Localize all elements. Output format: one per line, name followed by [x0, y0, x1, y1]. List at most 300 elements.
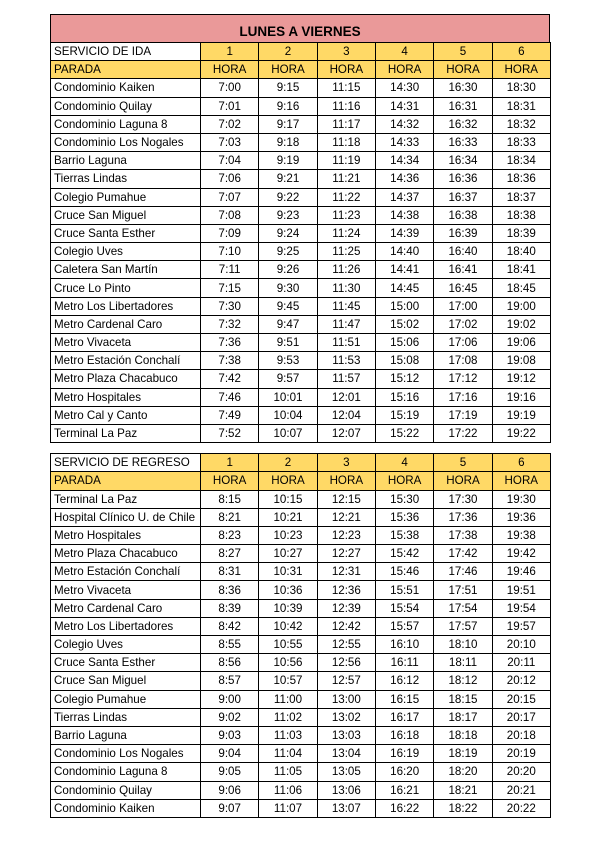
- table-row: [51, 424, 551, 442]
- trip-number: 1: [201, 454, 259, 472]
- departure-time: 11:07: [259, 799, 317, 817]
- departure-time: 15:46: [375, 563, 433, 581]
- departure-time: 9:21: [259, 170, 317, 188]
- departure-time: 15:12: [375, 370, 433, 388]
- departure-time: 14:31: [375, 97, 433, 115]
- departure-time: 16:36: [434, 170, 492, 188]
- departure-time: 14:30: [375, 79, 433, 97]
- departure-time: 11:03: [259, 726, 317, 744]
- departure-time: 7:32: [201, 315, 259, 333]
- departure-time: 13:05: [317, 763, 375, 781]
- departure-time: 16:34: [434, 152, 492, 170]
- table-row: [51, 799, 551, 817]
- departure-time: 17:46: [434, 563, 492, 581]
- departure-time: 18:30: [492, 79, 550, 97]
- stop-name: Cruce Santa Esther: [51, 224, 201, 242]
- departure-time: 11:16: [317, 97, 375, 115]
- departure-time: 11:47: [317, 315, 375, 333]
- departure-time: 11:05: [259, 763, 317, 781]
- departure-time: 11:53: [317, 352, 375, 370]
- departure-time: 15:02: [375, 315, 433, 333]
- stop-name: Metro Los Libertadores: [51, 297, 201, 315]
- table-row: [51, 581, 551, 599]
- table-row: [51, 617, 551, 635]
- departure-time: 17:57: [434, 617, 492, 635]
- column-header-row: [51, 472, 551, 490]
- table-row: [51, 79, 551, 97]
- departure-time: 17:42: [434, 545, 492, 563]
- trip-number: 6: [492, 454, 550, 472]
- departure-time: 16:12: [375, 672, 433, 690]
- stop-name: Condominio Los Nogales: [51, 133, 201, 151]
- departure-time: 15:57: [375, 617, 433, 635]
- departure-time: 10:36: [259, 581, 317, 599]
- departure-time: 9:47: [259, 315, 317, 333]
- table-row: [51, 370, 551, 388]
- departure-time: 8:15: [201, 490, 259, 508]
- header-parada: PARADA: [51, 472, 201, 490]
- departure-time: 8:21: [201, 508, 259, 526]
- departure-time: 8:42: [201, 617, 259, 635]
- departure-time: 15:38: [375, 526, 433, 544]
- departure-time: 12:07: [317, 424, 375, 442]
- table-row: [51, 206, 551, 224]
- table-row: [51, 654, 551, 672]
- departure-time: 15:54: [375, 599, 433, 617]
- departure-time: 14:36: [375, 170, 433, 188]
- departure-time: 9:05: [201, 763, 259, 781]
- departure-time: 11:17: [317, 115, 375, 133]
- header-hora: HORA: [434, 61, 492, 79]
- departure-time: 16:20: [375, 763, 433, 781]
- stop-name: Condominio Kaiken: [51, 79, 201, 97]
- departure-time: 17:38: [434, 526, 492, 544]
- departure-time: 12:56: [317, 654, 375, 672]
- departure-time: 12:23: [317, 526, 375, 544]
- departure-time: 8:39: [201, 599, 259, 617]
- service-row: [51, 43, 551, 61]
- stop-name: Cruce Lo Pinto: [51, 279, 201, 297]
- departure-time: 8:56: [201, 654, 259, 672]
- departure-time: 9:23: [259, 206, 317, 224]
- table-row: [51, 636, 551, 654]
- trip-number: 4: [375, 43, 433, 61]
- departure-time: 10:01: [259, 388, 317, 406]
- header-hora: HORA: [492, 472, 550, 490]
- departure-time: 7:10: [201, 243, 259, 261]
- departure-time: 12:39: [317, 599, 375, 617]
- table-row: [51, 490, 551, 508]
- departure-time: 17:51: [434, 581, 492, 599]
- table-row: [51, 545, 551, 563]
- departure-time: 11:21: [317, 170, 375, 188]
- table-row: [51, 672, 551, 690]
- trip-number: 2: [259, 43, 317, 61]
- stop-name: Colegio Pumahue: [51, 690, 201, 708]
- stop-name: Metro Vivaceta: [51, 581, 201, 599]
- header-hora: HORA: [317, 61, 375, 79]
- departure-time: 14:41: [375, 261, 433, 279]
- departure-time: 7:09: [201, 224, 259, 242]
- departure-time: 11:18: [317, 133, 375, 151]
- departure-time: 18:17: [434, 708, 492, 726]
- departure-time: 20:17: [492, 708, 550, 726]
- departure-time: 17:22: [434, 424, 492, 442]
- departure-time: 20:22: [492, 799, 550, 817]
- departure-time: 17:30: [434, 490, 492, 508]
- departure-time: 14:38: [375, 206, 433, 224]
- departure-time: 8:57: [201, 672, 259, 690]
- departure-time: 15:06: [375, 334, 433, 352]
- departure-time: 9:00: [201, 690, 259, 708]
- stop-name: Tierras Lindas: [51, 708, 201, 726]
- departure-time: 9:06: [201, 781, 259, 799]
- table-row: [51, 243, 551, 261]
- departure-time: 19:30: [492, 490, 550, 508]
- departure-time: 12:01: [317, 388, 375, 406]
- stop-name: Tierras Lindas: [51, 170, 201, 188]
- departure-time: 10:57: [259, 672, 317, 690]
- departure-time: 12:27: [317, 545, 375, 563]
- departure-time: 15:19: [375, 406, 433, 424]
- departure-time: 10:27: [259, 545, 317, 563]
- table-row: [51, 334, 551, 352]
- departure-time: 16:41: [434, 261, 492, 279]
- departure-time: 10:21: [259, 508, 317, 526]
- departure-time: 20:18: [492, 726, 550, 744]
- departure-time: 19:42: [492, 545, 550, 563]
- stop-name: Colegio Uves: [51, 243, 201, 261]
- departure-time: 17:08: [434, 352, 492, 370]
- departure-time: 19:16: [492, 388, 550, 406]
- departure-time: 12:04: [317, 406, 375, 424]
- departure-time: 19:46: [492, 563, 550, 581]
- departure-time: 14:37: [375, 188, 433, 206]
- departure-time: 9:16: [259, 97, 317, 115]
- departure-time: 16:11: [375, 654, 433, 672]
- departure-time: 9:22: [259, 188, 317, 206]
- stop-name: Barrio Laguna: [51, 152, 201, 170]
- departure-time: 9:30: [259, 279, 317, 297]
- departure-time: 19:57: [492, 617, 550, 635]
- departure-time: 16:10: [375, 636, 433, 654]
- departure-time: 19:08: [492, 352, 550, 370]
- departure-time: 7:00: [201, 79, 259, 97]
- stop-name: Metro Estación Conchalí: [51, 352, 201, 370]
- departure-time: 16:45: [434, 279, 492, 297]
- service-label: SERVICIO DE REGRESO: [51, 454, 201, 472]
- departure-time: 20:12: [492, 672, 550, 690]
- departure-time: 11:19: [317, 152, 375, 170]
- outbound-timetable: [50, 42, 551, 443]
- departure-time: 13:07: [317, 799, 375, 817]
- table-row: [51, 261, 551, 279]
- table-row: [51, 763, 551, 781]
- stop-name: Terminal La Paz: [51, 490, 201, 508]
- departure-time: 18:31: [492, 97, 550, 115]
- departure-time: 14:33: [375, 133, 433, 151]
- departure-time: 11:45: [317, 297, 375, 315]
- departure-time: 18:15: [434, 690, 492, 708]
- trip-number: 3: [317, 43, 375, 61]
- departure-time: 16:40: [434, 243, 492, 261]
- departure-time: 7:52: [201, 424, 259, 442]
- departure-time: 12:15: [317, 490, 375, 508]
- departure-time: 14:40: [375, 243, 433, 261]
- departure-time: 18:37: [492, 188, 550, 206]
- departure-time: 16:39: [434, 224, 492, 242]
- table-row: [51, 745, 551, 763]
- stop-name: Metro Vivaceta: [51, 334, 201, 352]
- departure-time: 16:22: [375, 799, 433, 817]
- departure-time: 12:42: [317, 617, 375, 635]
- departure-time: 16:17: [375, 708, 433, 726]
- table-row: [51, 170, 551, 188]
- departure-time: 10:15: [259, 490, 317, 508]
- departure-time: 18:40: [492, 243, 550, 261]
- departure-time: 18:21: [434, 781, 492, 799]
- stop-name: Cruce San Miguel: [51, 672, 201, 690]
- header-hora: HORA: [201, 472, 259, 490]
- departure-time: 20:15: [492, 690, 550, 708]
- table-row: [51, 224, 551, 242]
- stop-name: Condominio Los Nogales: [51, 745, 201, 763]
- departure-time: 13:00: [317, 690, 375, 708]
- table-row: [51, 388, 551, 406]
- trip-number: 4: [375, 454, 433, 472]
- departure-time: 12:31: [317, 563, 375, 581]
- departure-time: 11:06: [259, 781, 317, 799]
- departure-time: 16:32: [434, 115, 492, 133]
- departure-time: 16:15: [375, 690, 433, 708]
- departure-time: 13:06: [317, 781, 375, 799]
- departure-time: 11:23: [317, 206, 375, 224]
- departure-time: 18:22: [434, 799, 492, 817]
- departure-time: 15:08: [375, 352, 433, 370]
- header-parada: PARADA: [51, 61, 201, 79]
- departure-time: 12:57: [317, 672, 375, 690]
- departure-time: 19:51: [492, 581, 550, 599]
- departure-time: 18:20: [434, 763, 492, 781]
- departure-time: 9:53: [259, 352, 317, 370]
- departure-time: 9:57: [259, 370, 317, 388]
- trip-number: 2: [259, 454, 317, 472]
- stop-name: Hospital Clínico U. de Chile: [51, 508, 201, 526]
- departure-time: 20:21: [492, 781, 550, 799]
- departure-time: 10:39: [259, 599, 317, 617]
- stop-name: Metro Plaza Chacabuco: [51, 370, 201, 388]
- table-row: [51, 708, 551, 726]
- departure-time: 19:00: [492, 297, 550, 315]
- departure-time: 10:23: [259, 526, 317, 544]
- departure-time: 10:56: [259, 654, 317, 672]
- departure-time: 20:19: [492, 745, 550, 763]
- trip-number: 1: [201, 43, 259, 61]
- header-hora: HORA: [201, 61, 259, 79]
- stop-name: Condominio Quilay: [51, 97, 201, 115]
- departure-time: 19:19: [492, 406, 550, 424]
- stop-name: Caletera San Martín: [51, 261, 201, 279]
- departure-time: 18:36: [492, 170, 550, 188]
- departure-time: 7:08: [201, 206, 259, 224]
- departure-time: 20:20: [492, 763, 550, 781]
- departure-time: 14:34: [375, 152, 433, 170]
- service-label: SERVICIO DE IDA: [51, 43, 201, 61]
- departure-time: 17:00: [434, 297, 492, 315]
- stop-name: Cruce San Miguel: [51, 206, 201, 224]
- departure-time: 8:55: [201, 636, 259, 654]
- departure-time: 8:31: [201, 563, 259, 581]
- departure-time: 11:30: [317, 279, 375, 297]
- departure-time: 9:03: [201, 726, 259, 744]
- departure-time: 8:36: [201, 581, 259, 599]
- departure-time: 19:36: [492, 508, 550, 526]
- departure-time: 9:17: [259, 115, 317, 133]
- departure-time: 7:03: [201, 133, 259, 151]
- departure-time: 12:55: [317, 636, 375, 654]
- service-row: [51, 454, 551, 472]
- departure-time: 16:18: [375, 726, 433, 744]
- departure-time: 7:11: [201, 261, 259, 279]
- return-timetable: [50, 453, 551, 818]
- table-row: [51, 279, 551, 297]
- departure-time: 17:06: [434, 334, 492, 352]
- departure-time: 13:04: [317, 745, 375, 763]
- header-hora: HORA: [375, 472, 433, 490]
- table-row: [51, 97, 551, 115]
- stop-name: Colegio Uves: [51, 636, 201, 654]
- departure-time: 17:12: [434, 370, 492, 388]
- departure-time: 7:04: [201, 152, 259, 170]
- departure-time: 19:12: [492, 370, 550, 388]
- departure-time: 16:38: [434, 206, 492, 224]
- table-row: [51, 690, 551, 708]
- departure-time: 10:07: [259, 424, 317, 442]
- table-row: [51, 152, 551, 170]
- stop-name: Metro Estación Conchalí: [51, 563, 201, 581]
- departure-time: 16:30: [434, 79, 492, 97]
- departure-time: 7:38: [201, 352, 259, 370]
- stop-name: Condominio Laguna 8: [51, 115, 201, 133]
- stop-name: Terminal La Paz: [51, 424, 201, 442]
- departure-time: 14:39: [375, 224, 433, 242]
- departure-time: 19:38: [492, 526, 550, 544]
- departure-time: 9:07: [201, 799, 259, 817]
- section-gap: [50, 443, 550, 453]
- departure-time: 20:11: [492, 654, 550, 672]
- departure-time: 11:24: [317, 224, 375, 242]
- table-row: [51, 508, 551, 526]
- stop-name: Metro Plaza Chacabuco: [51, 545, 201, 563]
- departure-time: 11:02: [259, 708, 317, 726]
- table-row: [51, 781, 551, 799]
- departure-time: 18:12: [434, 672, 492, 690]
- departure-time: 7:30: [201, 297, 259, 315]
- stop-name: Metro Los Libertadores: [51, 617, 201, 635]
- departure-time: 15:36: [375, 508, 433, 526]
- departure-time: 9:04: [201, 745, 259, 763]
- trip-number: 5: [434, 454, 492, 472]
- header-hora: HORA: [434, 472, 492, 490]
- departure-time: 13:02: [317, 708, 375, 726]
- departure-time: 7:36: [201, 334, 259, 352]
- departure-time: 18:32: [492, 115, 550, 133]
- stop-name: Metro Cardenal Caro: [51, 599, 201, 617]
- departure-time: 19:54: [492, 599, 550, 617]
- departure-time: 17:16: [434, 388, 492, 406]
- departure-time: 10:04: [259, 406, 317, 424]
- departure-time: 18:10: [434, 636, 492, 654]
- departure-time: 7:15: [201, 279, 259, 297]
- departure-time: 11:22: [317, 188, 375, 206]
- departure-time: 18:11: [434, 654, 492, 672]
- departure-time: 16:19: [375, 745, 433, 763]
- stop-name: Metro Hospitales: [51, 388, 201, 406]
- departure-time: 9:24: [259, 224, 317, 242]
- departure-time: 18:41: [492, 261, 550, 279]
- departure-time: 10:42: [259, 617, 317, 635]
- departure-time: 18:34: [492, 152, 550, 170]
- departure-time: 11:04: [259, 745, 317, 763]
- departure-time: 11:25: [317, 243, 375, 261]
- departure-time: 7:07: [201, 188, 259, 206]
- stop-name: Cruce Santa Esther: [51, 654, 201, 672]
- table-row: [51, 188, 551, 206]
- departure-time: 15:16: [375, 388, 433, 406]
- departure-time: 19:06: [492, 334, 550, 352]
- departure-time: 10:31: [259, 563, 317, 581]
- trip-number: 5: [434, 43, 492, 61]
- departure-time: 7:02: [201, 115, 259, 133]
- departure-time: 7:42: [201, 370, 259, 388]
- departure-time: 7:49: [201, 406, 259, 424]
- table-row: [51, 563, 551, 581]
- departure-time: 18:38: [492, 206, 550, 224]
- departure-time: 15:42: [375, 545, 433, 563]
- departure-time: 7:06: [201, 170, 259, 188]
- column-header-row: [51, 61, 551, 79]
- departure-time: 14:32: [375, 115, 433, 133]
- departure-time: 15:30: [375, 490, 433, 508]
- stop-name: Colegio Pumahue: [51, 188, 201, 206]
- departure-time: 12:36: [317, 581, 375, 599]
- departure-time: 16:21: [375, 781, 433, 799]
- table-row: [51, 315, 551, 333]
- table-row: [51, 599, 551, 617]
- table-row: [51, 406, 551, 424]
- departure-time: 11:15: [317, 79, 375, 97]
- departure-time: 17:36: [434, 508, 492, 526]
- departure-time: 17:54: [434, 599, 492, 617]
- stop-name: Metro Cal y Canto: [51, 406, 201, 424]
- departure-time: 13:03: [317, 726, 375, 744]
- departure-time: 9:51: [259, 334, 317, 352]
- departure-time: 11:26: [317, 261, 375, 279]
- departure-time: 20:10: [492, 636, 550, 654]
- departure-time: 12:21: [317, 508, 375, 526]
- trip-number: 3: [317, 454, 375, 472]
- departure-time: 18:39: [492, 224, 550, 242]
- header-hora: HORA: [317, 472, 375, 490]
- stop-name: Condominio Kaiken: [51, 799, 201, 817]
- departure-time: 8:23: [201, 526, 259, 544]
- stop-name: Condominio Quilay: [51, 781, 201, 799]
- departure-time: 11:51: [317, 334, 375, 352]
- schedule-sheet: [50, 14, 550, 818]
- departure-time: 10:55: [259, 636, 317, 654]
- departure-time: 18:33: [492, 133, 550, 151]
- header-hora: HORA: [492, 61, 550, 79]
